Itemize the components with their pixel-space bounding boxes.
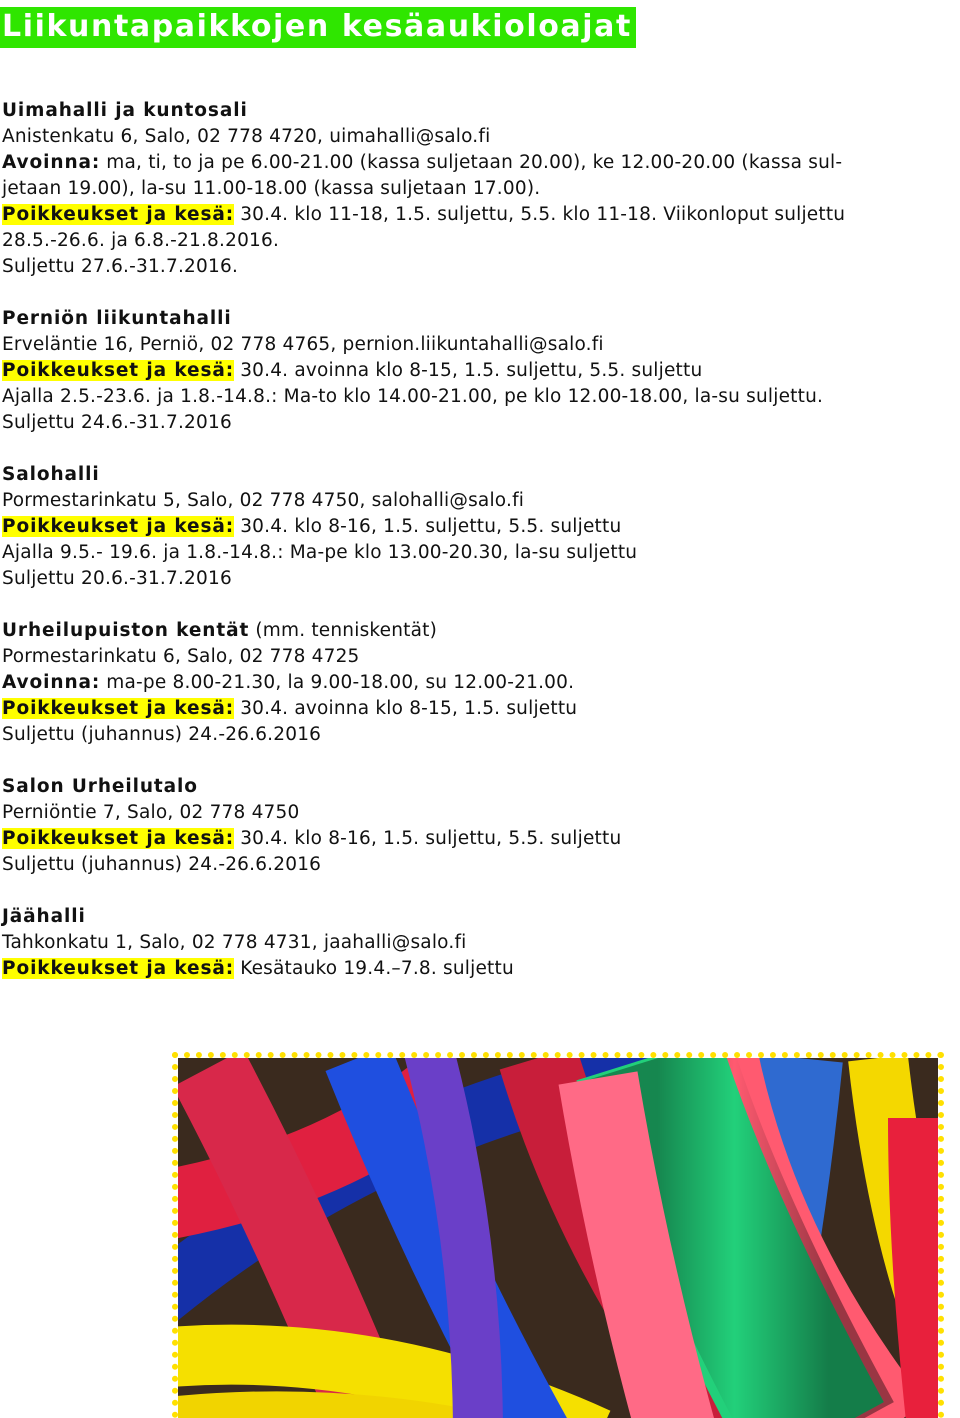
label-poikkeukset: Poikkeukset ja kesä: (2, 698, 235, 719)
exceptions: Poikkeukset ja kesä: 30.4. klo 8-16, 1.5. suljettu, 5.5. suljettu (2, 516, 622, 537)
facility-address: Pormestarinkatu 6, Salo, 02 778 4725 (2, 646, 360, 667)
closed-period: Suljettu 20.6.-31.7.2016 (2, 568, 232, 589)
facility-uimahalli (2, 98, 958, 280)
closed-period: Suljettu 27.6.-31.7.2016. (2, 256, 239, 277)
exceptions: Poikkeukset ja kesä: 30.4. klo 11-18, 1.5. suljettu, 5.5. klo 11-18. Viikonloput suljettu (2, 204, 846, 225)
exceptions-cont: Ajalla 2.5.-23.6. ja 1.8.-14.8.: Ma-to klo 14.00-21.00, pe klo 12.00-18.00, la-su suljettu. (2, 386, 824, 407)
facility-address: Pormestarinkatu 5, Salo, 02 778 4750, salohalli@salo.fi (2, 490, 525, 511)
facility-name: Salohalli (2, 464, 100, 485)
label-avoinna: Avoinna: (2, 672, 101, 693)
opening-hours: Avoinna: ma-pe 8.00-21.30, la 9.00-18.00, su 12.00-21.00. (2, 672, 575, 693)
facility-jaahalli (2, 904, 958, 982)
facility-salohalli (2, 462, 958, 592)
closed-period: Suljettu (juhannus) 24.-26.6.2016 (2, 724, 322, 745)
facility-address: Erveläntie 16, Perniö, 02 778 4765, pernion.liikuntahalli@salo.fi (2, 334, 604, 355)
facility-name: Uimahalli ja kuntosali (2, 100, 248, 121)
facility-address: Tahkonkatu 1, Salo, 02 778 4731, jaahalli@salo.fi (2, 932, 467, 953)
facility-name: Salon Urheilutalo (2, 776, 198, 797)
facility-name: Urheilupuiston kentät (2, 620, 250, 641)
label-poikkeukset: Poikkeukset ja kesä: (2, 516, 235, 537)
label-poikkeukset: Poikkeukset ja kesä: (2, 360, 235, 381)
facility-address: Anistenkatu 6, Salo, 02 778 4720, uimahalli@salo.fi (2, 126, 491, 147)
exceptions: Poikkeukset ja kesä: 30.4. avoinna klo 8-15, 1.5. suljettu (2, 698, 578, 719)
facility-urheilupuisto (2, 618, 958, 748)
exceptions: Poikkeukset ja kesä: Kesätauko 19.4.–7.8. suljettu (2, 958, 514, 979)
pool-noodles-illustration (178, 1058, 938, 1418)
facility-name: Perniön liikuntahalli (2, 308, 232, 329)
pool-noodles-photo (172, 1052, 944, 1418)
opening-hours-cont: jetaan 19.00), la-su 11.00-18.00 (kassa suljetaan 17.00). (2, 178, 541, 199)
exceptions: Poikkeukset ja kesä: 30.4. klo 8-16, 1.5. suljettu, 5.5. suljettu (2, 828, 622, 849)
label-avoinna: Avoinna: (2, 152, 101, 173)
facility-urheilutalo (2, 774, 958, 878)
exceptions: Poikkeukset ja kesä: 30.4. avoinna klo 8-15, 1.5. suljettu, 5.5. suljettu (2, 360, 703, 381)
exceptions-cont: 28.5.-26.6. ja 6.8.-21.8.2016. (2, 230, 280, 251)
closed-period: Suljettu 24.6.-31.7.2016 (2, 412, 232, 433)
opening-hours: Avoinna: ma, ti, to ja pe 6.00-21.00 (kassa suljetaan 20.00), ke 12.00-20.00 (kassa sul- (2, 152, 843, 173)
facility-name-line (2, 618, 958, 644)
facility-name-suffix: (mm. tenniskentät) (249, 620, 438, 641)
facility-address: Perniöntie 7, Salo, 02 778 4750 (2, 802, 300, 823)
closed-period: Suljettu (juhannus) 24.-26.6.2016 (2, 854, 322, 875)
label-poikkeukset: Poikkeukset ja kesä: (2, 958, 235, 979)
facility-list (2, 98, 958, 982)
label-poikkeukset: Poikkeukset ja kesä: (2, 828, 235, 849)
label-poikkeukset: Poikkeukset ja kesä: (2, 204, 235, 225)
page-title: Liikuntapaikkojen kesäaukioloajat (0, 7, 636, 48)
exceptions-cont: Ajalla 9.5.- 19.6. ja 1.8.-14.8.: Ma-pe klo 13.00-20.30, la-su suljettu (2, 542, 638, 563)
facility-pernio (2, 306, 958, 436)
facility-name: Jäähalli (2, 906, 86, 927)
